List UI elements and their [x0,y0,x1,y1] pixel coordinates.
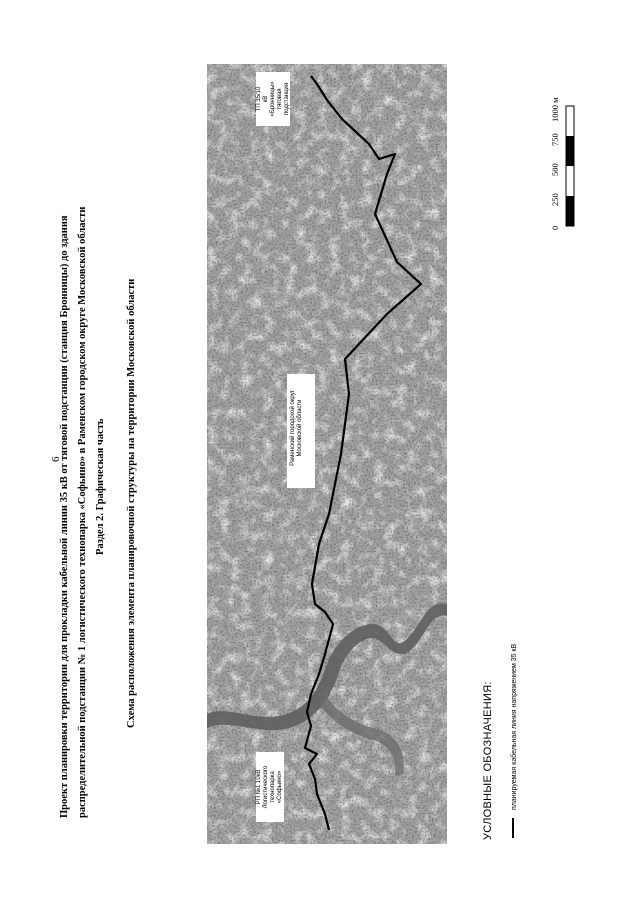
legend-heading: УСЛОВНЫЕ ОБОЗНАЧЕНИЯ: [482,681,494,840]
end-point-label: РП №1 10кВ Логистического технопарка «Софьино» [256,752,284,822]
scale-bar [564,104,578,228]
scale-tick-750: 750 [550,133,560,146]
district-label: Раменский городской округ Московской области [290,390,303,466]
title-line-1: Проект планировки территории для прокладки кабельной линии 35 кВ от тяговой подстанции (станция Бронницы) до здания [59,215,70,818]
legend-line-symbol [512,818,514,838]
scale-tick-1000: 1000 м [550,97,560,122]
legend-item-label: планируемая кабельная линия напряжением 35 кВ [511,643,518,810]
page-number: 6 [50,456,62,462]
scale-tick-0: 0 [550,225,560,230]
title-line-2: распределительной подстанции № 1 логистического технопарка «Софьино» в Раменском городском округе Московской области [77,206,88,818]
title-line-3: Раздел 2. Графическая часть [95,418,106,555]
map-image [207,64,447,844]
scale-tick-500: 500 [550,163,560,176]
subtitle: Схема расположения элемента планировочной структуры на территории Московской области [126,278,137,728]
scale-tick-250: 250 [550,193,560,206]
start-point-label: ТП 35/10 кВ «Бронницы» тяговая подстанция [256,72,290,126]
